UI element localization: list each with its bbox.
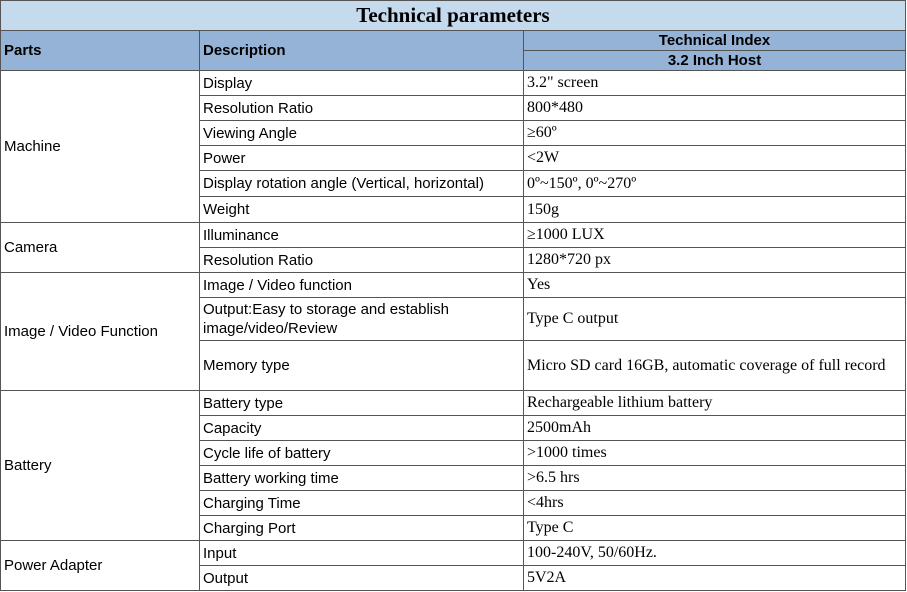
- spec-description: Output: [200, 566, 524, 591]
- spec-description: Resolution Ratio: [200, 96, 524, 121]
- spec-description: Charging Time: [200, 491, 524, 516]
- spec-description: Weight: [200, 197, 524, 223]
- spec-description: Charging Port: [200, 516, 524, 541]
- spec-description: Image / Video function: [200, 273, 524, 298]
- spec-value: 0º~150º, 0º~270º: [524, 171, 906, 197]
- spec-description: Display: [200, 71, 524, 96]
- spec-value: 1280*720 px: [524, 248, 906, 273]
- spec-description: Resolution Ratio: [200, 248, 524, 273]
- part-image-video-function: Image / Video Function: [1, 273, 200, 391]
- spec-value: >1000 times: [524, 441, 906, 466]
- spec-value: Rechargeable lithium battery: [524, 391, 906, 416]
- spec-value: 100-240V, 50/60Hz.: [524, 541, 906, 566]
- spec-description: Input: [200, 541, 524, 566]
- spec-value: >6.5 hrs: [524, 466, 906, 491]
- spec-value: Yes: [524, 273, 906, 298]
- spec-description: Display rotation angle (Vertical, horizontal): [200, 171, 524, 197]
- spec-value: <4hrs: [524, 491, 906, 516]
- spec-value: 3.2" screen: [524, 71, 906, 96]
- spec-value: 5V2A: [524, 566, 906, 591]
- header-description: Description: [200, 31, 524, 71]
- spec-value: 150g: [524, 197, 906, 223]
- spec-value: 2500mAh: [524, 416, 906, 441]
- spec-description: Capacity: [200, 416, 524, 441]
- spec-description: Battery working time: [200, 466, 524, 491]
- spec-description: Output:Easy to storage and establish image/video/Review: [200, 298, 524, 341]
- header-technical-index: Technical Index: [524, 31, 906, 51]
- spec-description: Power: [200, 146, 524, 171]
- header-model: 3.2 Inch Host: [524, 51, 906, 71]
- spec-value: ≥60º: [524, 121, 906, 146]
- spec-value: Type C: [524, 516, 906, 541]
- spec-value: ≥1000 LUX: [524, 223, 906, 248]
- spec-description: Memory type: [200, 341, 524, 391]
- part-battery: Battery: [1, 391, 200, 541]
- spec-description: Illuminance: [200, 223, 524, 248]
- part-power-adapter: Power Adapter: [1, 541, 200, 591]
- spec-value: Micro SD card 16GB, automatic coverage of full record: [524, 341, 906, 391]
- spec-description: Battery type: [200, 391, 524, 416]
- header-parts: Parts: [1, 31, 200, 71]
- spec-value: 800*480: [524, 96, 906, 121]
- spec-value: Type C output: [524, 298, 906, 341]
- table-title: Technical parameters: [1, 1, 906, 31]
- spec-value: <2W: [524, 146, 906, 171]
- spec-description: Viewing Angle: [200, 121, 524, 146]
- spec-description: Cycle life of battery: [200, 441, 524, 466]
- part-machine: Machine: [1, 71, 200, 223]
- part-camera: Camera: [1, 223, 200, 273]
